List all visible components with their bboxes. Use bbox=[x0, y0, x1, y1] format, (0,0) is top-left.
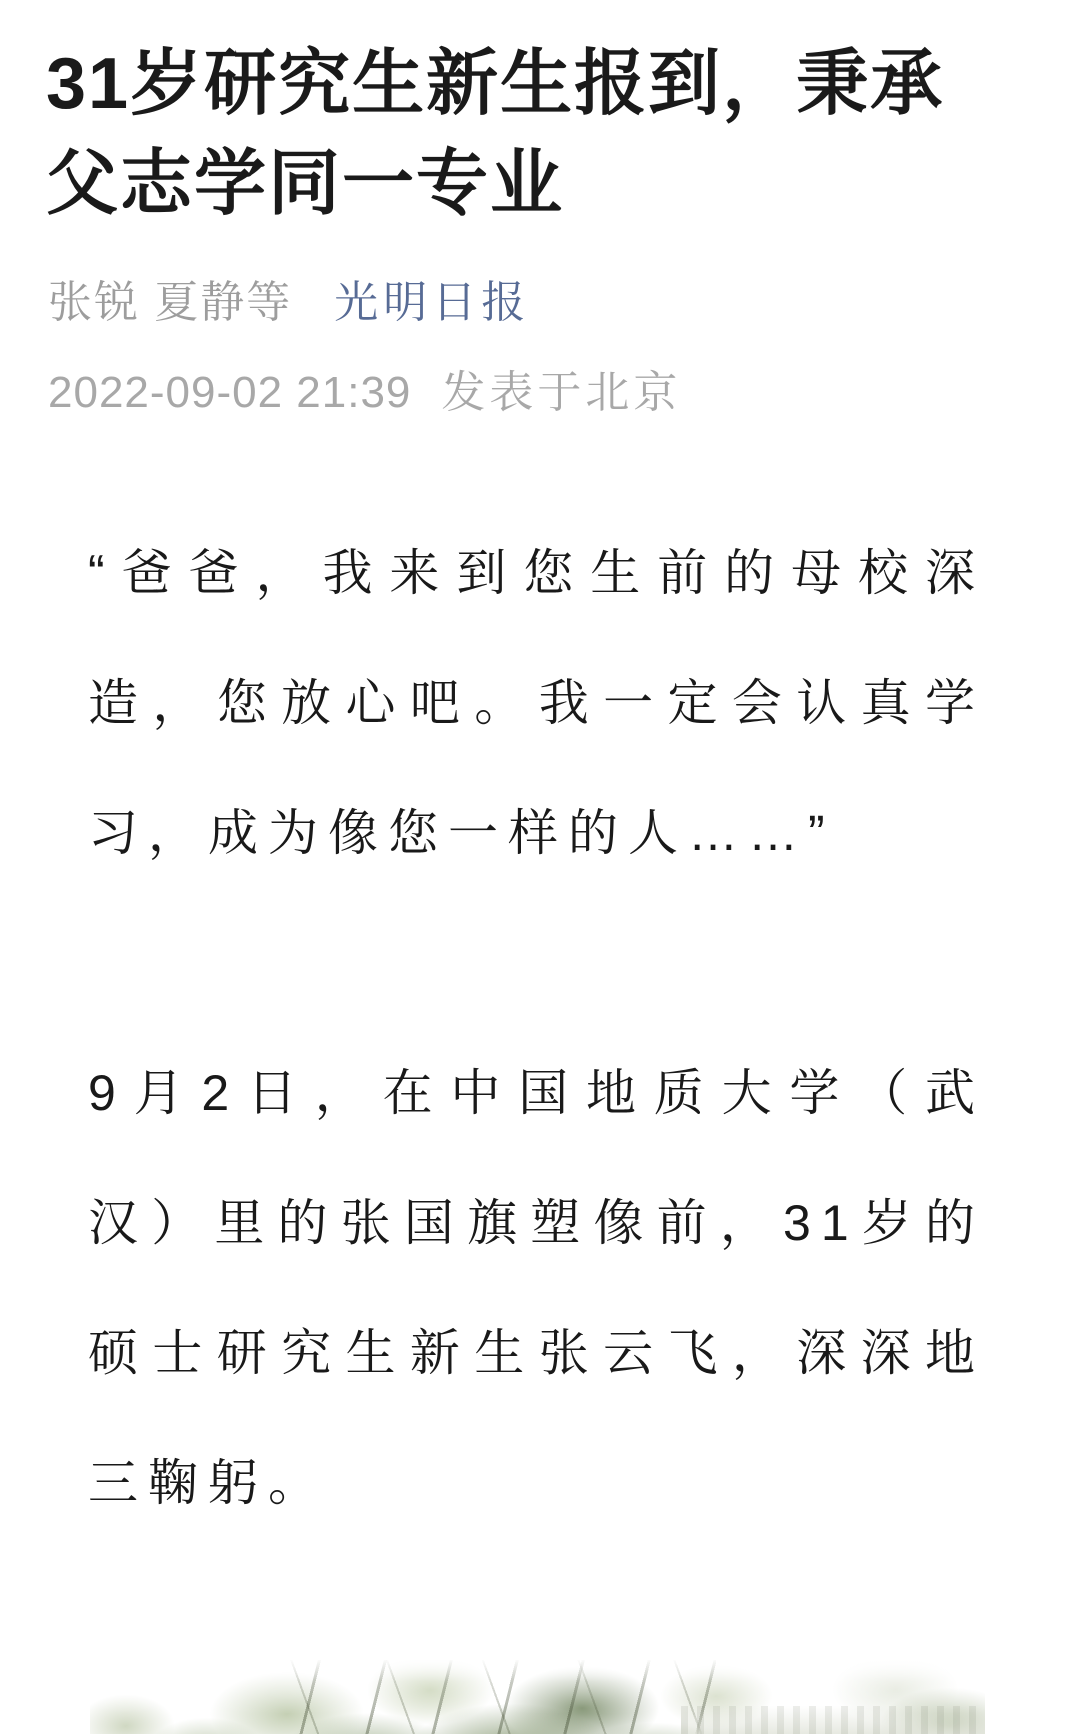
publish-meta bbox=[48, 362, 1028, 424]
text-line: 父志学同一专业 bbox=[46, 144, 565, 224]
text-line: 31岁研究生新生报到，秉承 bbox=[46, 44, 945, 124]
text-line: 9月2日，在中国地质大学（武 bbox=[88, 1065, 985, 1121]
text-line: “爸爸，我来到您生前的母校深 bbox=[88, 545, 985, 601]
author-names: 张锐 夏静等 bbox=[48, 278, 293, 327]
publish-location: 发表于北京 bbox=[441, 368, 682, 417]
text-line: 习，成为像您一样的人……” bbox=[88, 805, 835, 861]
text-line: 汉）里的张国旗塑像前，31岁的 bbox=[88, 1195, 985, 1251]
text-line: 硕士研究生新生张云飞，深深地 bbox=[88, 1325, 985, 1381]
paragraph-body bbox=[88, 1028, 985, 1548]
source-link[interactable]: 光明日报 bbox=[334, 278, 531, 327]
article-photo[interactable] bbox=[90, 1660, 985, 1734]
byline bbox=[48, 272, 1028, 334]
paragraph-quote bbox=[88, 508, 985, 898]
publish-datetime: 2022-09-02 21:39 bbox=[48, 368, 412, 417]
text-line: 三鞠躬。 bbox=[88, 1455, 328, 1511]
article-title bbox=[46, 34, 1016, 234]
text-line: 造，您放心吧。我一定会认真学 bbox=[88, 675, 985, 731]
photo-overexposed-glare bbox=[90, 1660, 985, 1734]
